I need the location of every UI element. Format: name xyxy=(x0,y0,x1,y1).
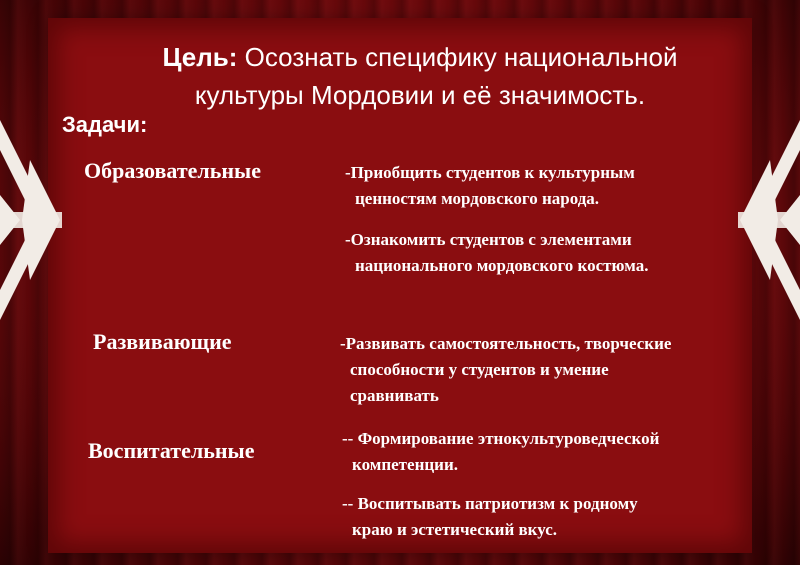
slide-title xyxy=(90,38,750,114)
goal-label: Цель: xyxy=(162,42,238,72)
category-developmental: Развивающие xyxy=(93,329,232,354)
task-line: национального мордовского костюма. xyxy=(355,256,649,275)
task-prefix: - xyxy=(345,163,351,182)
task-line: сравнивать xyxy=(350,386,439,405)
goal-text-line2: культуры Мордовии и её значимость. xyxy=(194,80,646,110)
task-prefix: -- xyxy=(342,429,358,448)
task-item xyxy=(342,491,638,543)
category-upbringing: Воспитательные xyxy=(88,438,255,463)
task-line: краю и эстетический вкус. xyxy=(352,520,557,539)
mordovian-ornament-left xyxy=(0,100,70,340)
goal-text-line1: Осознать специфику национальной xyxy=(237,42,678,72)
tasks-label: Задачи: xyxy=(62,112,148,137)
task-line: компетенции. xyxy=(352,455,458,474)
task-line: способности у студентов и умение xyxy=(350,360,609,379)
task-line: ценностям мордовского народа. xyxy=(355,189,600,208)
task-line: Приобщить студентов к культурным xyxy=(350,163,635,182)
task-line: Развивать самостоятельность, творческие xyxy=(345,334,672,353)
mordovian-ornament-right xyxy=(730,100,800,340)
category-educational: Образовательные xyxy=(84,158,261,183)
task-item xyxy=(340,331,671,409)
task-line: Воспитывать патриотизм к родному xyxy=(357,494,638,513)
task-item xyxy=(345,227,648,279)
task-item xyxy=(345,160,635,212)
task-prefix: - xyxy=(345,230,351,249)
task-line: Формирование этнокультуроведческой xyxy=(357,429,660,448)
task-prefix: -- xyxy=(342,494,358,513)
task-line: Ознакомить студентов с элементами xyxy=(350,230,632,249)
task-prefix: - xyxy=(340,334,346,353)
task-item xyxy=(342,426,659,478)
